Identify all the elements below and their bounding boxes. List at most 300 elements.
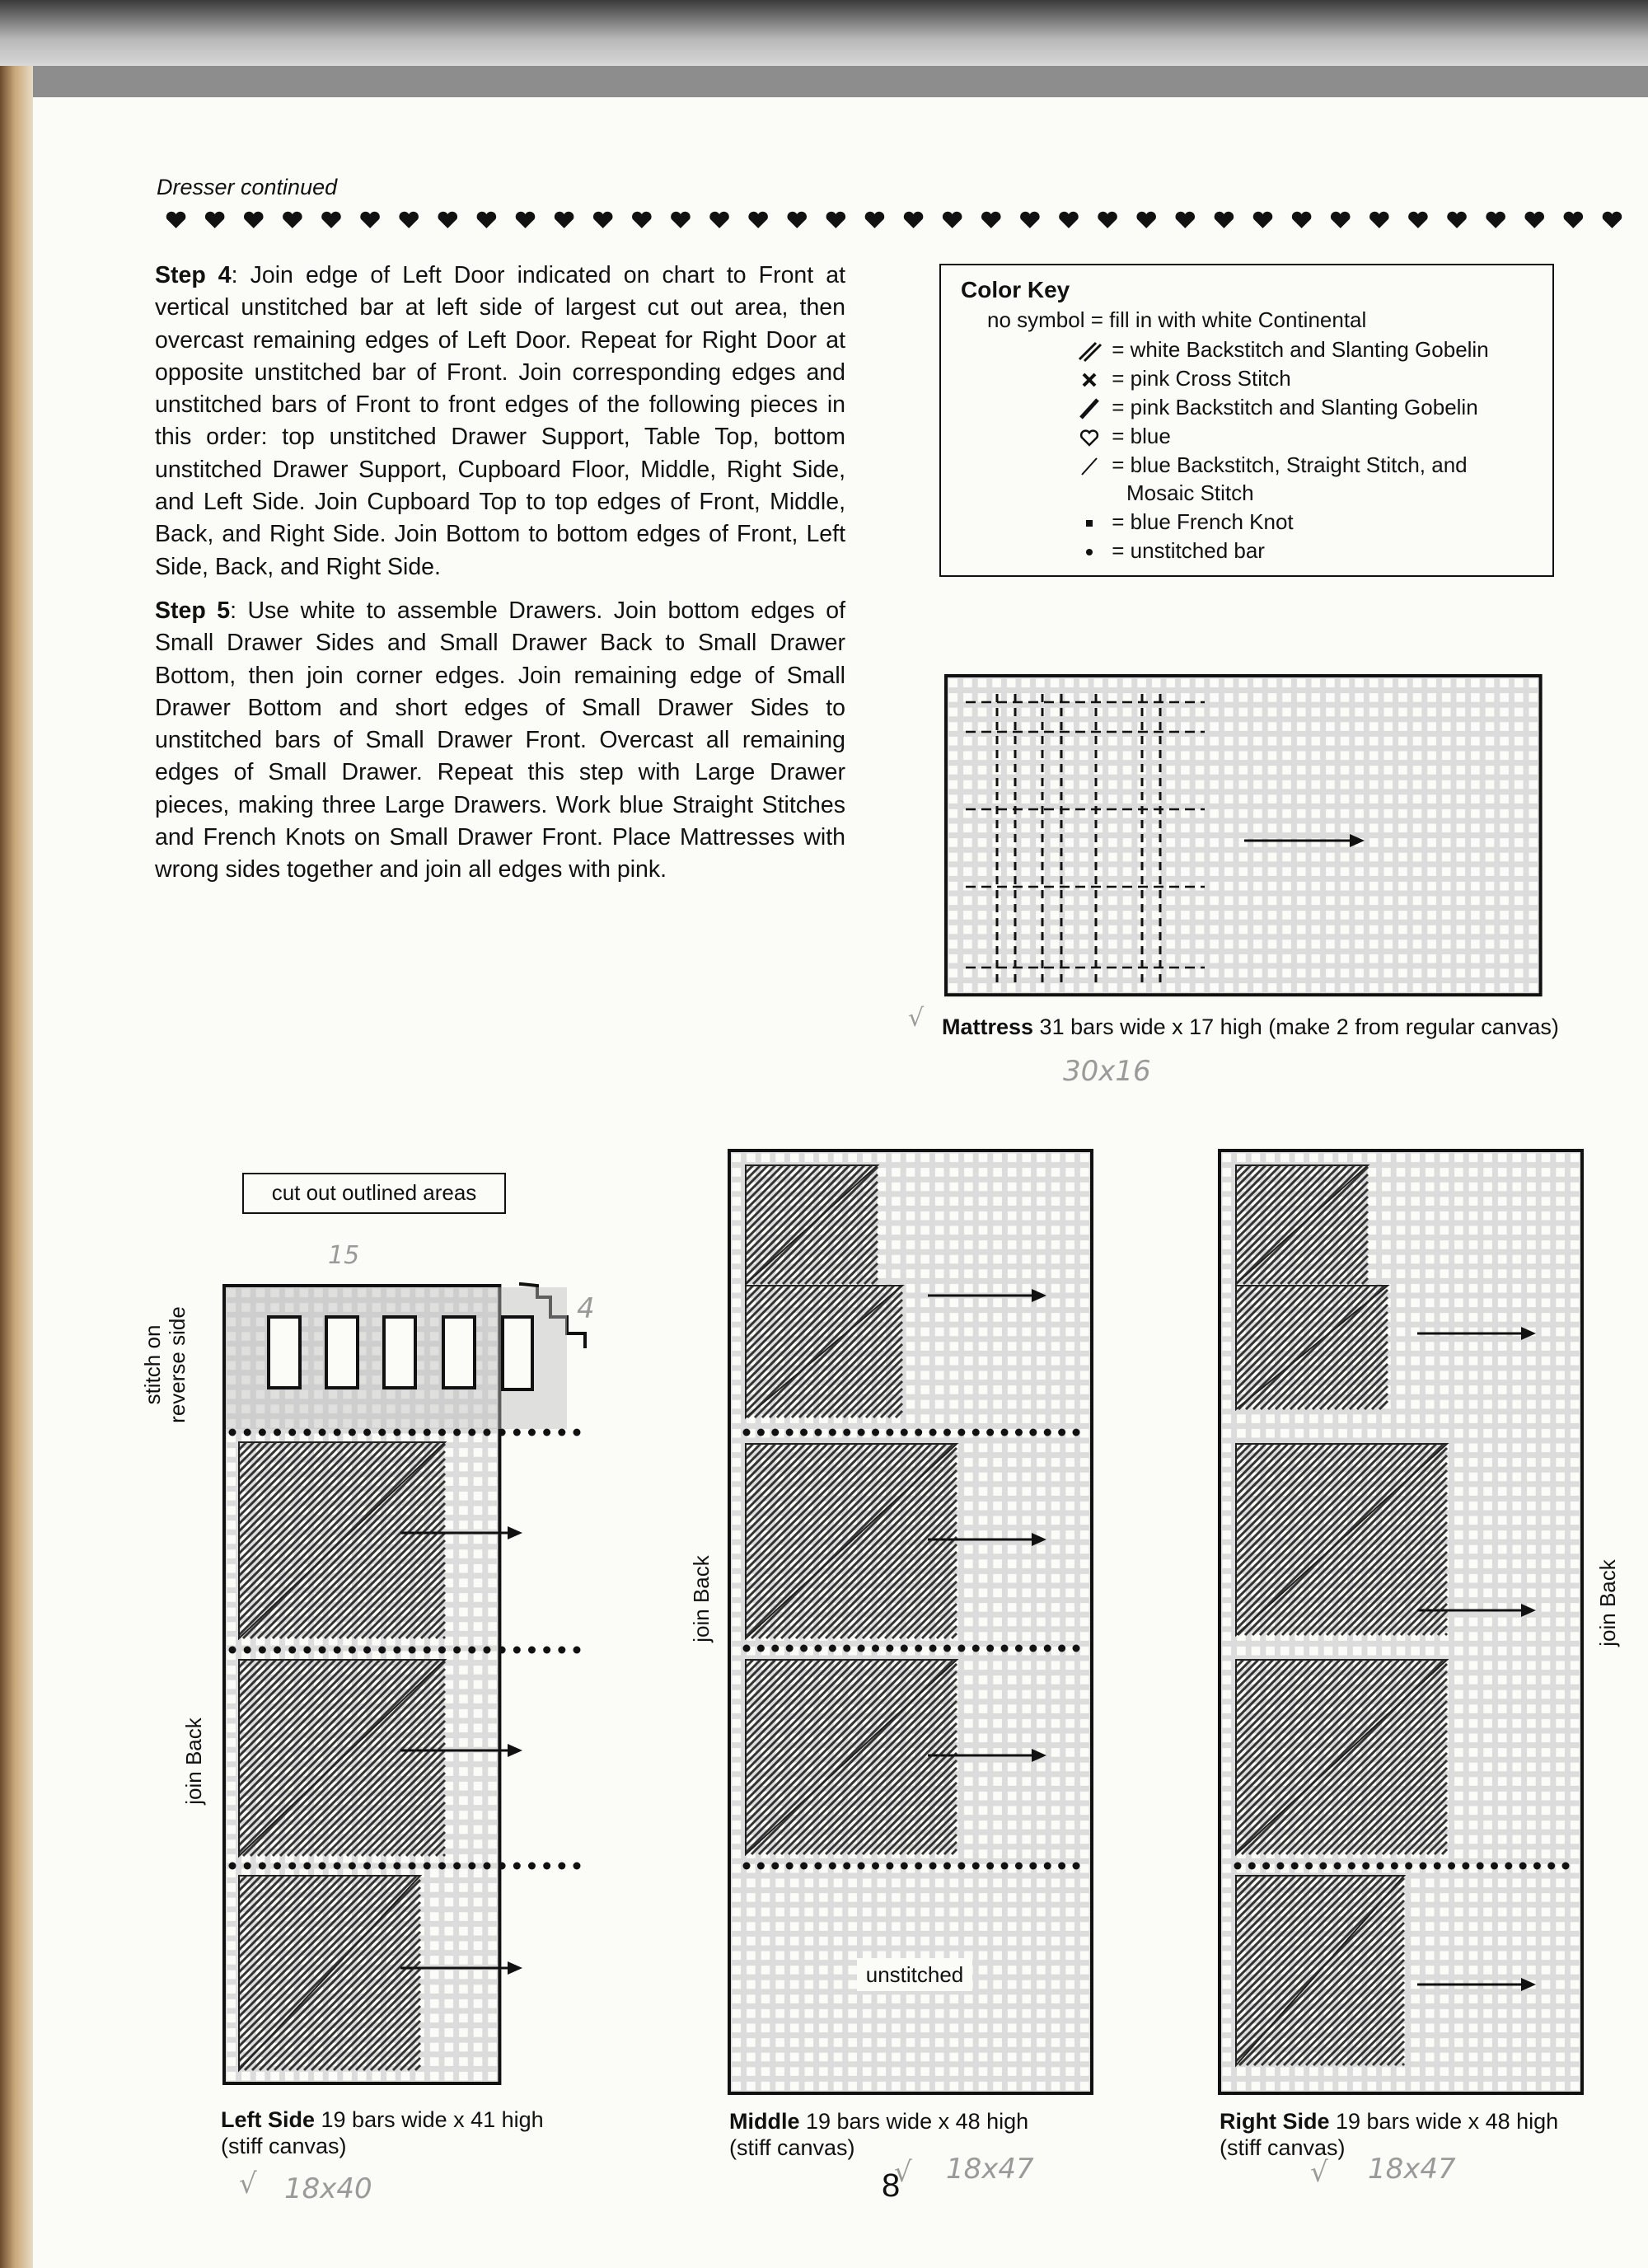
- canvas-hole: [1397, 1183, 1406, 1192]
- canvas-hole: [964, 1444, 973, 1453]
- canvas-hole: [1065, 1618, 1074, 1627]
- canvas-hole: [1196, 824, 1205, 833]
- canvas-hole: [488, 1448, 497, 1457]
- canvas-hole: [1542, 1342, 1551, 1351]
- canvas-hole: [733, 1516, 742, 1525]
- canvas-hole: [1108, 853, 1117, 862]
- canvas-hole: [1023, 1820, 1032, 1830]
- canvas-hole: [1123, 693, 1132, 702]
- canvas-hole: [979, 1893, 988, 1902]
- canvas-hole: [1037, 1255, 1046, 1264]
- canvas-hole: [459, 1622, 468, 1631]
- canvas-hole: [979, 1994, 988, 2003]
- canvas-hole: [1065, 1835, 1074, 1844]
- canvas-hole: [227, 1811, 236, 1820]
- canvas-hole: [227, 1579, 236, 1588]
- canvas-hole: [474, 1782, 483, 1791]
- canvas-hole: [1065, 1704, 1074, 1713]
- canvas-hole: [1341, 794, 1350, 804]
- canvas-hole: [979, 1806, 988, 1816]
- canvas-hole: [459, 1564, 468, 1573]
- canvas-hole: [1008, 1763, 1017, 1772]
- canvas-hole: [964, 1168, 973, 1177]
- dot-icon: [543, 1429, 550, 1436]
- canvas-hole: [761, 2082, 770, 2091]
- canvas-hole: [1471, 693, 1480, 702]
- canvas-hole: [1426, 1154, 1435, 1163]
- canvas-hole: [1454, 1473, 1463, 1482]
- canvas-hole: [1079, 925, 1089, 935]
- canvas-hole: [1341, 897, 1350, 906]
- canvas-hole: [1326, 766, 1335, 775]
- canvas-hole: [733, 1647, 742, 1656]
- canvas-hole: [964, 1777, 973, 1786]
- canvas-hole: [1108, 969, 1117, 978]
- canvas-hole: [227, 1825, 236, 1835]
- canvas-hole: [979, 1589, 988, 1598]
- canvas-hole: [1167, 679, 1176, 688]
- canvas-hole: [819, 2024, 828, 2033]
- canvas-hole: [1037, 1371, 1046, 1380]
- canvas-hole: [488, 1869, 497, 1878]
- dot-icon: [1015, 1863, 1023, 1870]
- canvas-hole: [314, 2072, 323, 2081]
- canvas-hole: [1515, 708, 1524, 717]
- canvas-hole: [1382, 1269, 1391, 1278]
- dot-icon: [468, 1647, 475, 1654]
- canvas-hole: [1527, 1530, 1536, 1539]
- canvas-hole: [459, 2043, 468, 2052]
- canvas-hole: [488, 1839, 497, 1849]
- canvas-hole: [1498, 1168, 1507, 1177]
- canvas-hole: [993, 1952, 1002, 1961]
- canvas-hole: [863, 1908, 872, 1917]
- canvas-hole: [459, 1593, 468, 1602]
- canvas-hole: [1369, 679, 1379, 688]
- canvas-hole: [979, 1197, 988, 1206]
- canvas-hole: [1471, 897, 1480, 906]
- canvas-hole: [935, 1879, 944, 1888]
- canvas-hole: [1065, 1371, 1074, 1380]
- canvas-hole: [459, 1782, 468, 1791]
- canvas-hole: [474, 1956, 483, 1965]
- canvas-hole: [1498, 1487, 1507, 1496]
- canvas-hole: [1312, 897, 1321, 906]
- canvas-hole: [906, 1240, 915, 1249]
- canvas-hole: [1427, 853, 1436, 862]
- canvas-hole: [1483, 1559, 1492, 1568]
- canvas-hole: [1326, 752, 1335, 761]
- dot-icon: [901, 1863, 908, 1870]
- canvas-hole: [1571, 1545, 1580, 1554]
- canvas-hole: [1051, 1414, 1060, 1423]
- canvas-hole: [878, 1240, 887, 1249]
- canvas-hole: [1268, 809, 1277, 818]
- canvas-hole: [227, 1477, 236, 1486]
- canvas-hole: [1471, 969, 1480, 978]
- canvas-hole: [1023, 2067, 1032, 2076]
- dot-icon: [929, 1863, 937, 1870]
- dot-icon: [453, 1429, 461, 1436]
- canvas-hole: [1398, 867, 1407, 876]
- canvas-hole: [761, 1879, 770, 1888]
- canvas-hole: [1022, 867, 1031, 876]
- canvas-hole: [963, 722, 972, 731]
- canvas-hole: [1282, 940, 1291, 949]
- canvas-hole: [459, 1477, 468, 1486]
- canvas-hole: [1051, 1342, 1060, 1351]
- canvas-hole: [1469, 1429, 1478, 1438]
- canvas-hole: [1008, 1487, 1017, 1496]
- canvas-hole: [1079, 708, 1089, 717]
- canvas-hole: [1469, 1400, 1478, 1409]
- canvas-hole: [1223, 1545, 1232, 1554]
- canvas-hole: [1529, 838, 1538, 847]
- canvas-hole: [1498, 1313, 1507, 1322]
- canvas-hole: [1411, 1400, 1420, 1409]
- dot-icon: [558, 1429, 565, 1436]
- canvas-hole: [1382, 1154, 1391, 1163]
- canvas-hole: [1471, 954, 1480, 963]
- canvas-hole: [1037, 2038, 1046, 2047]
- dot-icon: [829, 1645, 836, 1652]
- canvas-hole: [979, 1792, 988, 1801]
- dot-icon: [409, 1863, 416, 1870]
- canvas-hole: [227, 1724, 236, 1733]
- canvas-hole: [878, 1908, 887, 1917]
- canvas-hole: [1224, 809, 1234, 818]
- canvas-hole: [1023, 1168, 1032, 1177]
- canvas-hole: [1008, 1792, 1017, 1801]
- canvas-hole: [1486, 983, 1495, 992]
- canvas-hole: [1483, 1458, 1492, 1467]
- canvas-hole: [1527, 1240, 1536, 1249]
- canvas-hole: [863, 2053, 872, 2062]
- canvas-hole: [1008, 1849, 1017, 1858]
- canvas-hole: [805, 1154, 814, 1163]
- canvas-hole: [1312, 794, 1321, 804]
- canvas-hole: [1469, 1255, 1478, 1264]
- canvas-hole: [474, 1942, 483, 1951]
- canvas-hole: [1065, 2067, 1074, 2076]
- canvas-hole: [1065, 1661, 1074, 1671]
- canvas-hole: [1080, 2038, 1089, 2047]
- canvas-hole: [1008, 1400, 1017, 1409]
- canvas-hole: [1513, 1240, 1522, 1249]
- canvas-hole: [993, 1400, 1002, 1409]
- canvas-hole: [445, 2028, 454, 2037]
- canvas-hole: [1527, 1255, 1536, 1264]
- canvas-hole: [906, 1994, 915, 2003]
- canvas-hole: [227, 1507, 236, 1516]
- canvas-hole: [1108, 737, 1117, 746]
- canvas-hole: [1023, 1328, 1032, 1337]
- canvas-hole: [430, 2043, 439, 2052]
- canvas-hole: [1527, 1574, 1536, 1583]
- canvas-hole: [1282, 911, 1291, 920]
- canvas-hole: [1023, 1632, 1032, 1641]
- canvas-hole: [1123, 867, 1132, 876]
- dot-icon: [829, 1863, 836, 1870]
- canvas-hole: [1065, 1154, 1074, 1163]
- canvas-hole: [963, 911, 972, 920]
- canvas-hole: [964, 1806, 973, 1816]
- canvas-hole: [978, 954, 987, 963]
- canvas-hole: [790, 1994, 799, 2003]
- canvas-hole: [1411, 1371, 1420, 1380]
- canvas-hole: [906, 2024, 915, 2033]
- canvas-hole: [790, 2053, 799, 2062]
- canvas-hole: [805, 1952, 814, 1961]
- canvas-hole: [892, 2082, 901, 2091]
- canvas-hole: [1498, 1183, 1507, 1192]
- dot-icon: [288, 1429, 296, 1436]
- canvas-hole: [1471, 882, 1480, 891]
- canvas-hole: [733, 1357, 742, 1366]
- canvas-hole: [1571, 1530, 1580, 1539]
- dot-icon: [513, 1647, 521, 1654]
- canvas-hole: [1181, 867, 1190, 876]
- canvas-hole: [1542, 1574, 1551, 1583]
- canvas-hole: [979, 1211, 988, 1221]
- canvas-hole: [1008, 1647, 1017, 1656]
- dot-icon: [1001, 1863, 1009, 1870]
- canvas-hole: [459, 1579, 468, 1588]
- canvas-hole: [1080, 1690, 1089, 1699]
- canvas-hole: [1529, 925, 1538, 935]
- canvas-hole: [1312, 809, 1321, 818]
- canvas-hole: [1108, 824, 1117, 833]
- canvas-hole: [906, 1879, 915, 1888]
- canvas-hole: [1223, 1328, 1232, 1337]
- canvas-hole: [993, 1487, 1002, 1496]
- canvas-hole: [1411, 1269, 1420, 1278]
- canvas-hole: [1065, 1357, 1074, 1366]
- canvas-hole: [920, 1240, 929, 1249]
- canvas-hole: [805, 1908, 814, 1917]
- canvas-hole: [1398, 679, 1407, 688]
- canvas-hole: [1079, 766, 1089, 775]
- canvas-hole: [474, 1579, 483, 1588]
- canvas-hole: [1196, 737, 1205, 746]
- canvas-hole: [1469, 1299, 1478, 1308]
- canvas-hole: [1440, 1299, 1449, 1308]
- canvas-hole: [1397, 1197, 1406, 1206]
- canvas-hole: [993, 1545, 1002, 1554]
- canvas-hole: [1224, 838, 1234, 847]
- canvas-hole: [1037, 1777, 1046, 1786]
- dot-icon: [814, 1863, 822, 1870]
- canvas-hole: [979, 1763, 988, 1772]
- canvas-hole: [878, 2067, 887, 2076]
- canvas-hole: [1210, 722, 1219, 731]
- canvas-hole: [1515, 853, 1524, 862]
- canvas-hole: [1051, 1994, 1060, 2003]
- canvas-hole: [935, 1211, 944, 1221]
- canvas-hole: [1051, 1980, 1060, 1989]
- canvas-hole: [1167, 737, 1176, 746]
- canvas-hole: [1529, 737, 1538, 746]
- canvas-hole: [920, 1400, 929, 1409]
- canvas-hole: [1368, 1240, 1377, 1249]
- canvas-hole: [1440, 1240, 1449, 1249]
- canvas-hole: [733, 1400, 742, 1409]
- canvas-hole: [935, 1328, 944, 1337]
- canvas-hole: [1527, 1313, 1536, 1322]
- canvas-hole: [1079, 969, 1089, 978]
- canvas-hole: [1007, 679, 1016, 688]
- canvas-hole: [906, 1211, 915, 1221]
- canvas-hole: [1426, 1429, 1435, 1438]
- canvas-hole: [1515, 722, 1524, 731]
- canvas-hole: [1196, 693, 1205, 702]
- canvas-hole: [1065, 809, 1074, 818]
- canvas-hole: [733, 2009, 742, 2018]
- canvas-hole: [1571, 1589, 1580, 1598]
- canvas-hole: [1542, 1400, 1551, 1409]
- canvas-hole: [488, 2028, 497, 2037]
- canvas-hole: [790, 1952, 799, 1961]
- canvas-hole: [1355, 679, 1364, 688]
- canvas-hole: [1080, 1313, 1089, 1322]
- canvas-hole: [1454, 1414, 1463, 1423]
- canvas-hole: [1571, 1444, 1580, 1453]
- cutout-window: [443, 1317, 475, 1388]
- canvas-hole: [950, 1328, 959, 1337]
- canvas-hole: [1137, 983, 1146, 992]
- canvas-hole: [1079, 737, 1089, 746]
- canvas-hole: [979, 1342, 988, 1351]
- canvas-hole: [1065, 1763, 1074, 1772]
- canvas-hole: [1008, 1661, 1017, 1671]
- canvas-hole: [227, 1694, 236, 1703]
- canvas-hole: [459, 1942, 468, 1951]
- canvas-hole: [1295, 1414, 1304, 1423]
- canvas-hole: [1008, 1980, 1017, 1989]
- canvas-hole: [1513, 1414, 1522, 1423]
- canvas-hole: [979, 1966, 988, 1975]
- canvas-hole: [1037, 1487, 1046, 1496]
- canvas-hole: [1398, 766, 1407, 775]
- canvas-hole: [1384, 794, 1393, 804]
- canvas-hole: [459, 1927, 468, 1936]
- canvas-hole: [1023, 1342, 1032, 1351]
- canvas-hole: [993, 1269, 1002, 1278]
- canvas-hole: [1384, 897, 1393, 906]
- canvas-hole: [963, 838, 972, 847]
- canvas-hole: [1080, 1994, 1089, 2003]
- canvas-hole: [459, 1869, 468, 1878]
- canvas-hole: [1065, 1806, 1074, 1816]
- canvas-hole: [1413, 911, 1422, 920]
- canvas-hole: [1223, 1357, 1232, 1366]
- canvas-hole: [993, 1240, 1002, 1249]
- canvas-hole: [906, 2009, 915, 2018]
- canvas-hole: [1297, 780, 1306, 790]
- canvas-hole: [964, 1763, 973, 1772]
- canvas-hole: [430, 2014, 439, 2023]
- canvas-hole: [1513, 1313, 1522, 1322]
- canvas-hole: [747, 1937, 756, 1946]
- canvas-hole: [993, 1922, 1002, 1931]
- canvas-hole: [227, 1854, 236, 1863]
- canvas-hole: [1268, 983, 1277, 992]
- canvas-hole: [1442, 954, 1451, 963]
- canvas-hole: [963, 853, 972, 862]
- canvas-hole: [1486, 882, 1495, 891]
- canvas-hole: [445, 1637, 454, 1646]
- canvas-hole: [1282, 853, 1291, 862]
- canvas-hole: [964, 2067, 973, 2076]
- canvas-hole: [430, 1970, 439, 1980]
- canvas-hole: [474, 1680, 483, 1689]
- arrow-head-icon: [508, 1744, 522, 1757]
- dot-icon: [393, 1647, 400, 1654]
- canvas-hole: [906, 2053, 915, 2062]
- canvas-hole: [1312, 679, 1321, 688]
- canvas-hole: [1282, 882, 1291, 891]
- canvas-hole: [1108, 722, 1117, 731]
- canvas-hole: [1223, 1371, 1232, 1380]
- dot-icon: [814, 1645, 822, 1652]
- canvas-hole: [1008, 1618, 1017, 1627]
- canvas-hole: [1341, 882, 1350, 891]
- canvas-hole: [978, 780, 987, 790]
- canvas-hole: [949, 679, 958, 688]
- canvas-hole: [978, 925, 987, 935]
- canvas-hole: [1051, 1328, 1060, 1337]
- canvas-hole: [805, 1966, 814, 1975]
- dot-icon: [1073, 1645, 1080, 1652]
- canvas-hole: [978, 983, 987, 992]
- canvas-hole: [892, 1908, 901, 1917]
- canvas-hole: [949, 897, 958, 906]
- canvas-hole: [1542, 1211, 1551, 1221]
- canvas-hole: [1253, 911, 1262, 920]
- canvas-hole: [1181, 925, 1190, 935]
- canvas-hole: [1065, 1414, 1074, 1423]
- canvas-hole: [1008, 1255, 1017, 1264]
- canvas-hole: [1210, 708, 1219, 717]
- canvas-hole: [1471, 752, 1480, 761]
- canvas-hole: [892, 1269, 901, 1278]
- canvas-hole: [1486, 752, 1495, 761]
- canvas-hole: [1368, 1168, 1377, 1177]
- canvas-hole: [1442, 708, 1451, 717]
- canvas-hole: [979, 1603, 988, 1612]
- canvas-hole: [1426, 1371, 1435, 1380]
- canvas-hole: [964, 1922, 973, 1931]
- canvas-hole: [1527, 1414, 1536, 1423]
- dot-icon: [438, 1647, 446, 1654]
- canvas-hole: [949, 969, 958, 978]
- dot-icon: [800, 1863, 808, 1870]
- canvas-hole: [1266, 1414, 1275, 1423]
- canvas-hole: [474, 1970, 483, 1980]
- canvas-hole: [1051, 1690, 1060, 1699]
- canvas-hole: [805, 2038, 814, 2047]
- canvas-hole: [1411, 1328, 1420, 1337]
- canvas-hole: [1051, 1313, 1060, 1322]
- canvas-hole: [1037, 1168, 1046, 1177]
- canvas-hole: [1268, 708, 1277, 717]
- canvas-hole: [1023, 1719, 1032, 1728]
- canvas-hole: [1080, 1154, 1089, 1163]
- canvas-hole: [1471, 867, 1480, 876]
- canvas-hole: [1051, 867, 1060, 876]
- canvas-hole: [1022, 794, 1031, 804]
- canvas-hole: [1065, 679, 1074, 688]
